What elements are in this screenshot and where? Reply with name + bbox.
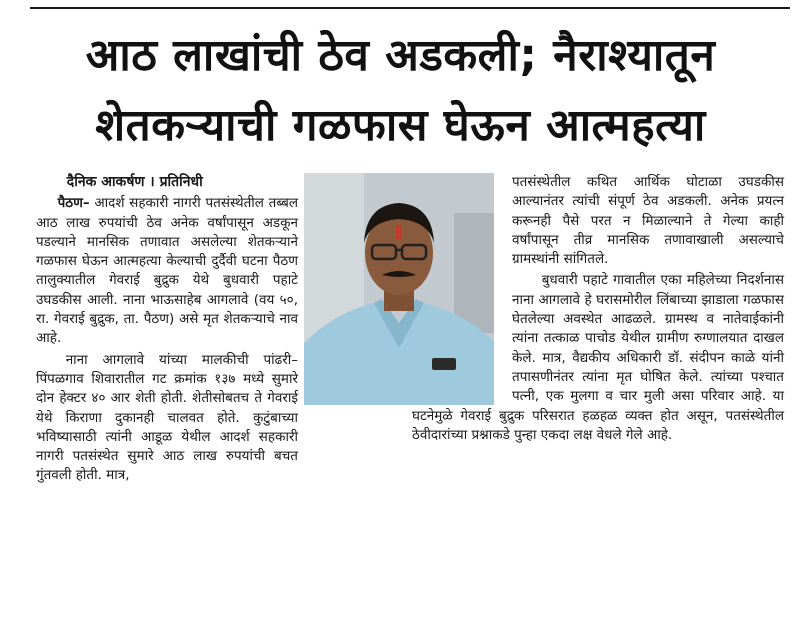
byline: दैनिक आकर्षण । प्रतिनिधी bbox=[66, 174, 203, 190]
lead-paragraph bbox=[36, 194, 298, 348]
article-right-column bbox=[412, 173, 784, 445]
article-left-column bbox=[36, 173, 298, 486]
body-paragraph-3: पतसंस्थेतील कथित आर्थिक घोटाळा उघडकीस आल्यानंतर त्यांची संपूर्ण ठेव अडकली. अनेक प्रयत्न करूनही पैसे परत न मिळाल्याने ते गेल्या काही वर्षांपासून तीव्र मानसिक तणावाखाली असल्याचे ग्रामस्थांनी सांगितले. bbox=[512, 174, 784, 268]
top-rule bbox=[30, 7, 790, 9]
photo-wrap-spacer bbox=[412, 173, 512, 405]
lead-paragraph-text: आदर्श सहकारी नागरी पतसंस्थेतील तब्बल आठ लाख रुपयांची ठेव अनेक वर्षांपासून अडकून पडल्याने मानसिक तणावात असलेल्या शेतकऱ्याने गळफास घेऊन आत्महत्या केल्याची दुर्दैवी घटना पैठण तालुक्यातील गेवराई बुद्रुक येथे बुधवारी पहाटे उघडकीस आली. नाना भाऊसाहेब आगलावे (वय ५०, रा. गेवराई बुद्रुक, ता. पैठण) असे मृत शेतकऱ्याचे नाव आहे. bbox=[36, 195, 298, 347]
dateline-location: पैठण– bbox=[57, 195, 90, 212]
body-paragraph-4: बुधवारी पहाटे गावातील एका महिलेच्या निदर्शनास नाना आगलावे हे घरासमोरील लिंबाच्या झाडाला गळफास घेतलेल्या अवस्थेत आढळले. ग्रामस्थ व नातेवाईकांनी त्यांना तत्काळ पाचोड येथील ग्रामीण रुग्णालयात दाखल केले. मात्र, वैद्यकीय अधिकारी डॉ. संदीपन काळे यांनी तपासणीनंतर त्यांना मृत घोषित केले. त्यांच्या पश्चात पत्नी, एक मुलगा व चार मुली असा परिवार आहे. या घटनेमुळे गेवराई बुद्रुक परिसरात हळहळ व्यक्त होत असून, पतसंस्थेतील ठेवीदारांच्या प्रश्नाकडे पुन्हा एकदा लक्ष वेधले गेले आहे. bbox=[412, 272, 784, 443]
headline-line-1: आठ लाखांची ठेव अडकली; नैराश्यातून bbox=[85, 30, 716, 81]
headline-line-2: शेतकऱ्याची गळफास घेऊन आत्महत्या bbox=[95, 100, 706, 151]
body-paragraph-2: नाना आगलावे यांच्या मालकीची पांढरी–पिंपळगाव शिवारातील गट क्रमांक १३७ मध्ये सुमारे दोन हेक्टर ४० आर शेती होती. शेतीसोबतच ते गेवराई येथे किराणा दुकानही चालवत होते. कुटुंबाच्या भविष्यासाठी त्यांनी आडूळ येथील आदर्श सहकारी नागरी पतसंस्थेत सुमारे आठ लाख रुपयांची बचत गुंतवली होती. मात्र, bbox=[36, 351, 298, 484]
